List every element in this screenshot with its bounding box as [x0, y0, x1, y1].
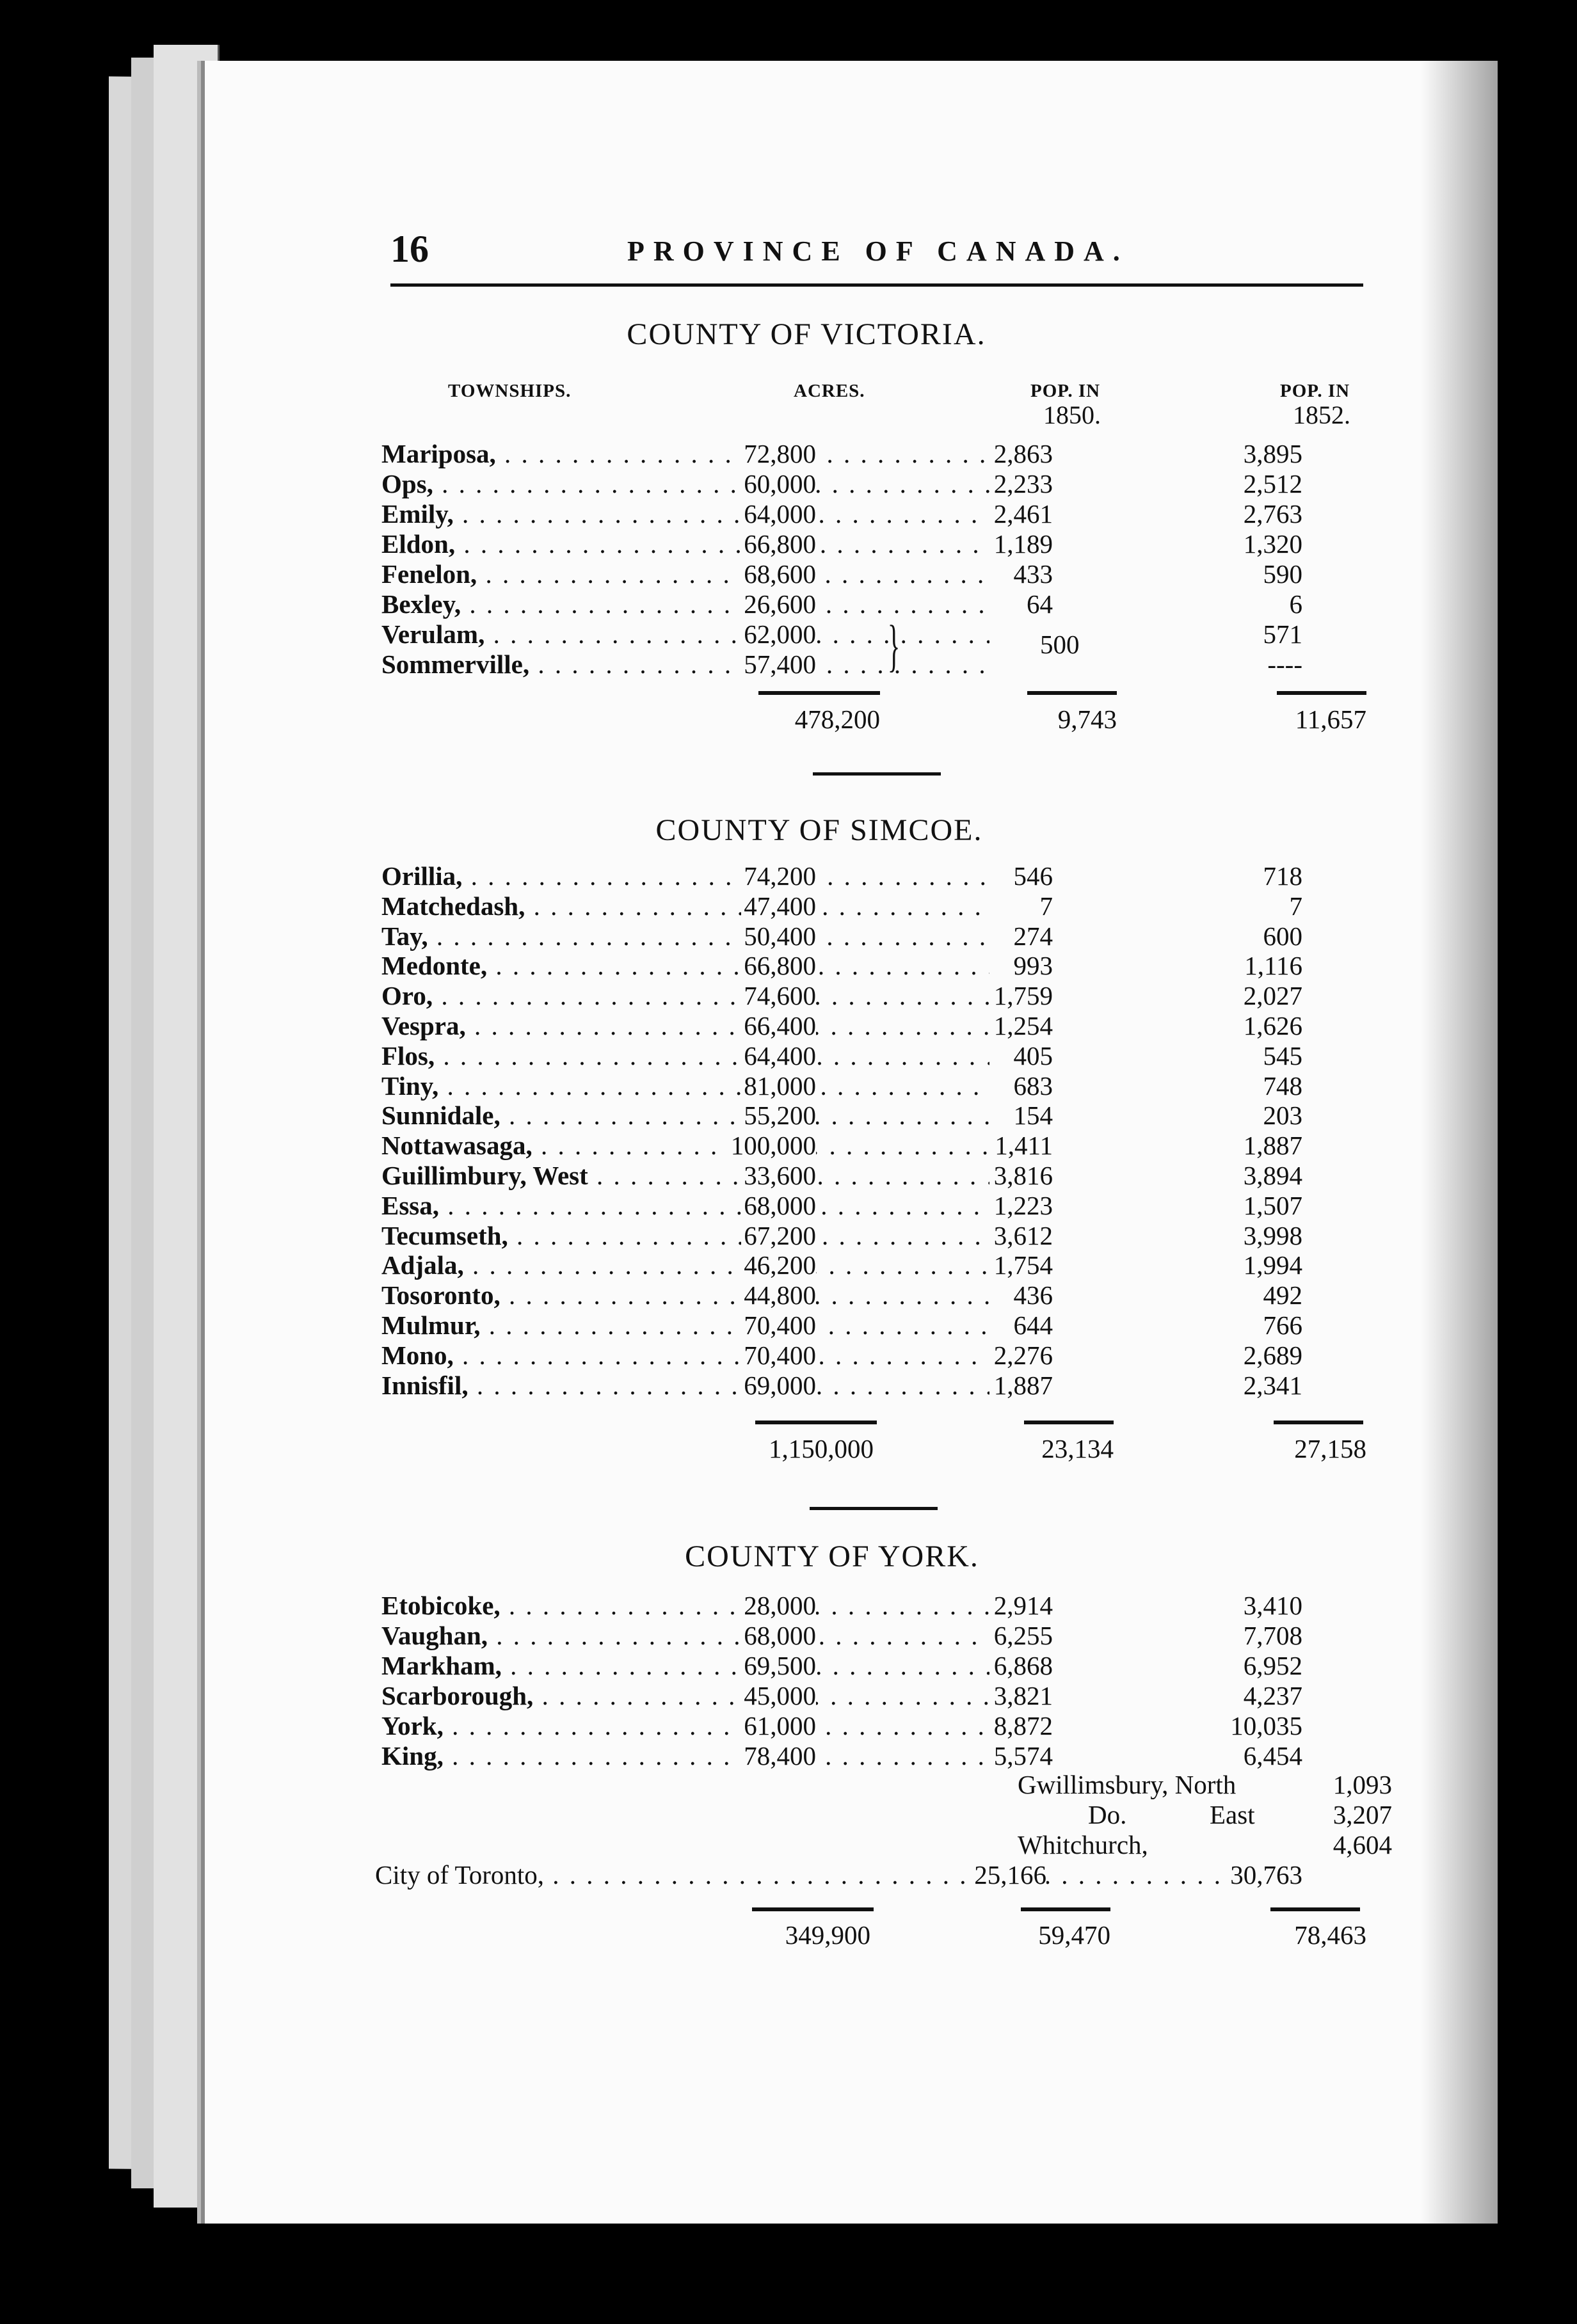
acres-value: 28,000: [741, 1590, 816, 1621]
pop-1852-value: ----: [1267, 649, 1302, 679]
pop-1852-value: 3,894: [1243, 1161, 1302, 1190]
township-name: Verulam, . . .: [381, 619, 989, 649]
table-row: [205, 1710, 1408, 1741]
township-name: Mariposa, . . .: [381, 438, 989, 469]
pop-1852-value: 4,237: [1243, 1681, 1302, 1710]
brace-mark: }: [887, 614, 901, 678]
township-name: Fenelon, . . .: [381, 559, 989, 589]
table-row: [205, 950, 1408, 981]
pop-1852-value: 1,887: [1243, 1131, 1302, 1161]
acres-value: 69,500: [741, 1650, 816, 1681]
table-row: [205, 1070, 1408, 1101]
pop-1850-value: 2,914: [993, 1591, 1053, 1620]
township-name: Vespra, . . .: [381, 1010, 989, 1041]
county-victoria-title: COUNTY OF VICTORIA.: [627, 317, 986, 351]
acres-value: 26,600: [741, 589, 816, 619]
township-name: Tecumseth, . . .: [381, 1220, 989, 1251]
york-total-acres: 349,900: [785, 1920, 870, 1950]
pop-1852-value: 600: [1263, 921, 1302, 951]
victoria-total-1850: 9,743: [1057, 704, 1117, 734]
running-head: PROVINCE OF CANADA.: [627, 235, 1129, 267]
county-simcoe-title: COUNTY OF SIMCOE.: [655, 813, 983, 847]
acres-value: 74,200: [741, 861, 816, 891]
township-name: Orillia, . . .: [381, 861, 989, 891]
township-name: Flos, . . .: [381, 1040, 989, 1071]
pop-1852-value: 203: [1263, 1101, 1302, 1131]
gwillimsbury-east-label: East: [1210, 1800, 1255, 1829]
acres-value: 66,400: [741, 1010, 816, 1041]
township-name: Etobicoke, . . .: [381, 1590, 989, 1621]
acres-value: 62,000: [741, 619, 816, 649]
table-row: [205, 1250, 1408, 1280]
pop-1852-value: 10,035: [1230, 1711, 1302, 1740]
table-row: [205, 1590, 1408, 1621]
pop-1850-value: 154: [1013, 1101, 1053, 1131]
township-name: Nottawasaga, . . .: [381, 1130, 989, 1161]
city-toronto-label: City of Toronto, . . .: [375, 1859, 1226, 1890]
township-name: Scarborough, . . .: [381, 1680, 989, 1711]
acres-value: 68,600: [741, 559, 816, 589]
col-head-townships: TOWNSHIPS.: [448, 381, 572, 401]
table-row: [205, 1190, 1408, 1221]
pop-1852-value: 571: [1263, 619, 1302, 649]
sum-rule: [1027, 691, 1117, 695]
township-name: Oro, . . .: [381, 980, 989, 1011]
sum-rule: [755, 1421, 877, 1424]
pop-1850-value: 274: [1013, 921, 1053, 951]
table-row: [205, 619, 1408, 649]
pop-1852-value: 2,512: [1243, 469, 1302, 498]
page-number: 16: [390, 228, 429, 270]
book-page: [205, 61, 1498, 2224]
victoria-joint-1850: 500: [1040, 630, 1080, 659]
table-row: [205, 1620, 1408, 1651]
pop-1850-value: 3,612: [993, 1220, 1053, 1250]
table-row: [205, 861, 1408, 891]
acres-value: 66,800: [741, 529, 816, 559]
table-row: [205, 1859, 1408, 1890]
township-name: Tosoronto, . . .: [381, 1280, 989, 1310]
pop-1850-value: 405: [1013, 1040, 1053, 1070]
acres-value: 33,600: [741, 1160, 816, 1191]
township-name: Tay, . . .: [381, 921, 989, 951]
section-separator: [810, 1507, 938, 1510]
victoria-total-1852: 11,657: [1295, 704, 1366, 734]
york-total-1852: 78,463: [1294, 1920, 1366, 1950]
pop-1850-value: 2,276: [993, 1340, 1053, 1370]
gwillimsbury-east-1852: 3,207: [1333, 1800, 1392, 1829]
table-row: [205, 980, 1408, 1011]
table-row: [205, 921, 1408, 951]
township-name: Essa, . . .: [381, 1190, 989, 1221]
york-total-1850: 59,470: [1038, 1920, 1110, 1950]
sum-rule: [752, 1907, 874, 1911]
township-name: Mulmur, . . .: [381, 1310, 989, 1341]
pop-1850-value: 436: [1013, 1280, 1053, 1310]
pop-1850-value: 1,223: [993, 1190, 1053, 1220]
simcoe-total-1850: 23,134: [1041, 1434, 1114, 1463]
pop-1852-value: 6: [1289, 589, 1302, 619]
table-row: [205, 1010, 1408, 1041]
acres-value: 64,000: [741, 498, 816, 529]
acres-value: 55,200: [741, 1100, 816, 1131]
gwillimsbury-north-label: Gwillimsbury, North: [1018, 1770, 1237, 1799]
pop-1852-value: 3,998: [1243, 1220, 1302, 1250]
township-name: Matchedash, . . .: [381, 891, 989, 921]
whitchurch-1852: 4,604: [1333, 1830, 1392, 1859]
table-row: [205, 1370, 1408, 1401]
table-row: [205, 1310, 1408, 1341]
township-name: Sommerville, . . .: [381, 649, 989, 680]
pop-1852-value: 2,027: [1243, 981, 1302, 1011]
year-1852: 1852.: [1293, 401, 1350, 429]
pop-1852-value: 1,116: [1244, 951, 1302, 981]
table-row: [205, 649, 1408, 680]
pop-1850-value: 2,863: [993, 439, 1053, 468]
pop-1852-value: 2,689: [1243, 1340, 1302, 1370]
pop-1850-value: 8,872: [993, 1711, 1053, 1740]
township-name: Eldon, . . .: [381, 529, 989, 559]
whitchurch-label: Whitchurch,: [1018, 1830, 1148, 1859]
acres-value: 100,000: [728, 1130, 816, 1161]
sum-rule: [1277, 691, 1366, 695]
pop-1850-value: 1,887: [993, 1370, 1053, 1400]
table-row: [205, 498, 1408, 529]
pop-1852-value: 2,341: [1243, 1370, 1302, 1400]
col-head-pop1852: POP. IN: [1280, 381, 1350, 401]
pop-1852-value: 1,320: [1243, 529, 1302, 559]
city-toronto-1852: 30,763: [1230, 1860, 1302, 1890]
pop-1850-value: 5,574: [993, 1741, 1053, 1771]
simcoe-total-1852: 27,158: [1294, 1434, 1366, 1463]
pop-1850-value: 64: [1027, 589, 1053, 619]
pop-1852-value: 6,952: [1243, 1651, 1302, 1680]
pop-1850-value: 993: [1013, 951, 1053, 981]
table-row: [205, 1340, 1408, 1371]
pop-1852-value: 748: [1263, 1070, 1302, 1101]
page-shadow: [1421, 61, 1498, 2224]
header-rule: [390, 283, 1363, 287]
year-1850: 1850.: [1043, 401, 1101, 429]
acres-value: 64,400: [741, 1040, 816, 1071]
table-row: [205, 891, 1408, 921]
township-name: Medonte, . . .: [381, 950, 989, 981]
pop-1850-value: 1,189: [993, 529, 1053, 559]
pop-1852-value: 492: [1263, 1280, 1302, 1310]
table-row: [205, 1280, 1408, 1310]
pop-1852-value: 7: [1289, 891, 1302, 921]
table-row: [205, 1680, 1408, 1711]
pop-1852-value: 6,454: [1243, 1741, 1302, 1771]
township-name: Emily, . . .: [381, 498, 989, 529]
township-name: Guillimbury, West . . .: [381, 1160, 989, 1191]
acres-value: 72,800: [741, 438, 816, 469]
pop-1852-value: 7,708: [1243, 1621, 1302, 1650]
simcoe-total-acres: 1,150,000: [769, 1434, 874, 1463]
sum-rule: [1274, 1421, 1363, 1424]
pop-1852-value: 545: [1263, 1040, 1302, 1070]
pop-1850-value: 2,233: [993, 469, 1053, 498]
col-head-acres: ACRES.: [794, 381, 865, 401]
pop-1850-value: 433: [1013, 559, 1053, 589]
acres-value: 45,000: [741, 1680, 816, 1711]
table-row: [205, 589, 1408, 619]
pop-1852-value: 1,626: [1243, 1011, 1302, 1040]
township-name: Innisfil, . . .: [381, 1370, 989, 1401]
acres-value: 78,400: [741, 1740, 816, 1771]
acres-value: 70,400: [741, 1340, 816, 1371]
acres-value: 60,000: [741, 468, 816, 499]
acres-value: 70,400: [741, 1310, 816, 1341]
acres-value: 46,200: [741, 1250, 816, 1280]
pop-1850-value: 1,759: [993, 981, 1053, 1011]
township-name: Bexley, . . .: [381, 589, 989, 619]
pop-1852-value: 1,994: [1243, 1250, 1302, 1280]
township-name: Sunnidale, . . .: [381, 1100, 989, 1131]
pop-1852-value: 590: [1263, 559, 1302, 589]
table-row: [205, 1040, 1408, 1071]
table-row: [205, 468, 1408, 499]
pop-1852-value: 718: [1263, 861, 1302, 891]
pop-1850-value: 7: [1039, 891, 1053, 921]
township-name: Mono, . . .: [381, 1340, 989, 1371]
pop-1850-value: 644: [1013, 1310, 1053, 1340]
township-name: Tiny, . . .: [381, 1070, 989, 1101]
gwillimsbury-east-do: Do.: [1088, 1800, 1127, 1829]
table-row: [205, 1130, 1408, 1161]
pop-1850-value: 3,821: [993, 1681, 1053, 1710]
sum-rule: [1024, 1421, 1114, 1424]
township-name: King, . . .: [381, 1740, 989, 1771]
acres-value: 81,000: [741, 1070, 816, 1101]
acres-value: 66,800: [741, 950, 816, 981]
sum-rule: [758, 691, 880, 695]
acres-value: 57,400: [741, 649, 816, 680]
pop-1852-value: 3,410: [1243, 1591, 1302, 1620]
acres-value: 61,000: [741, 1710, 816, 1741]
acres-value: 69,000: [741, 1370, 816, 1401]
acres-value: 67,200: [741, 1220, 816, 1251]
pop-1852-value: 2,763: [1243, 499, 1302, 529]
county-york-title: COUNTY OF YORK.: [685, 1540, 979, 1573]
township-name: Ops, . . .: [381, 468, 989, 499]
township-name: Markham, . . .: [381, 1650, 989, 1681]
acres-value: 50,400: [741, 921, 816, 951]
sum-rule: [1021, 1907, 1110, 1911]
acres-value: 68,000: [741, 1190, 816, 1221]
pop-1850-value: 546: [1013, 861, 1053, 891]
section-separator: [813, 772, 941, 776]
pop-1852-value: 766: [1263, 1310, 1302, 1340]
sum-rule: [1270, 1907, 1360, 1911]
acres-value: 44,800: [741, 1280, 816, 1310]
pop-1850-value: 3,816: [993, 1161, 1053, 1190]
victoria-total-acres: 478,200: [794, 704, 880, 734]
pop-1850-value: 1,754: [993, 1250, 1053, 1280]
pop-1850-value: 1,411: [995, 1131, 1053, 1161]
township-name: York, . . .: [381, 1710, 989, 1741]
pop-1850-value: 683: [1013, 1070, 1053, 1101]
gwillimsbury-north-1852: 1,093: [1333, 1770, 1392, 1799]
pop-1852-value: 1,507: [1243, 1190, 1302, 1220]
acres-value: 68,000: [741, 1620, 816, 1651]
col-head-pop1850: POP. IN: [1030, 381, 1101, 401]
table-row: [205, 559, 1408, 589]
table-row: [205, 1220, 1408, 1251]
acres-value: 47,400: [741, 891, 816, 921]
city-toronto-1850: 25,166: [972, 1859, 1046, 1890]
table-row: [205, 438, 1408, 469]
pop-1850-value: 6,255: [993, 1621, 1053, 1650]
pop-1852-value: 3,895: [1243, 439, 1302, 468]
table-row: [205, 1650, 1408, 1681]
pop-1850-value: 1,254: [993, 1011, 1053, 1040]
acres-value: 74,600: [741, 980, 816, 1011]
table-row: [205, 1740, 1408, 1771]
table-row: [205, 1100, 1408, 1131]
township-name: Adjala, . . .: [381, 1250, 989, 1280]
township-name: Vaughan, . . .: [381, 1620, 989, 1651]
pop-1850-value: 2,461: [993, 499, 1053, 529]
table-row: [205, 529, 1408, 559]
table-row: [205, 1160, 1408, 1191]
pop-1850-value: 6,868: [993, 1651, 1053, 1680]
